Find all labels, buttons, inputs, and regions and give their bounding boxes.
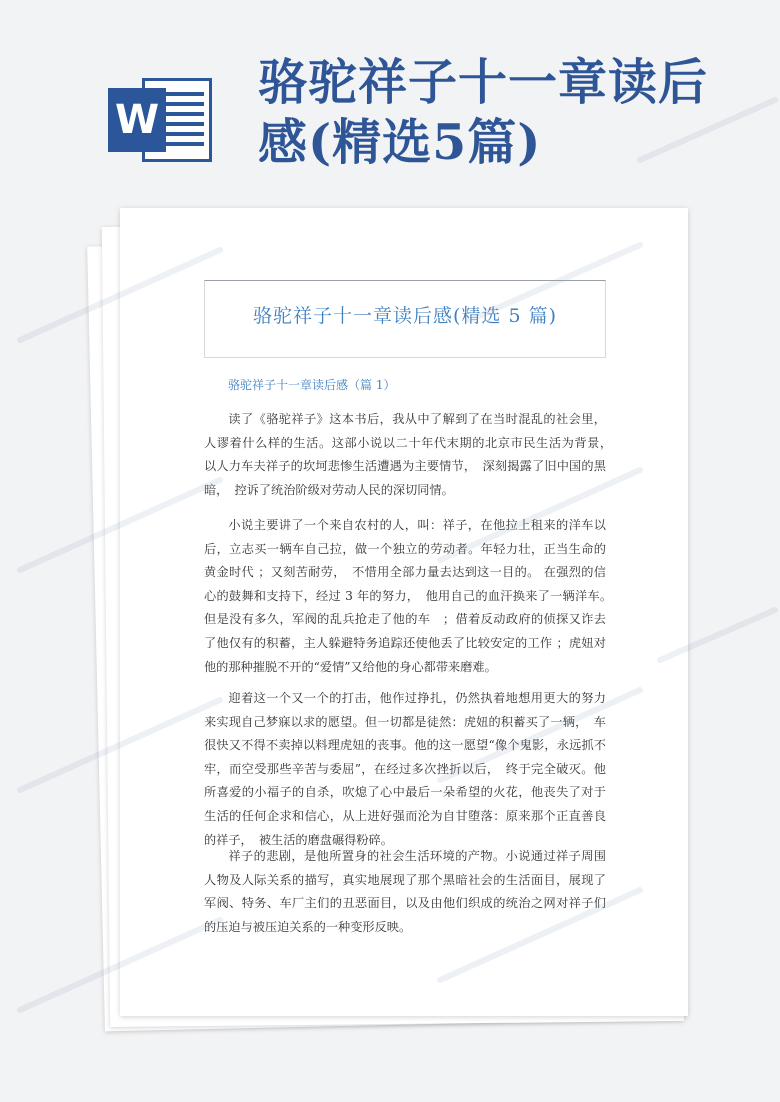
word-icon-line — [160, 92, 204, 96]
page-header — [0, 0, 780, 200]
document-title-box — [204, 280, 606, 358]
word-icon — [108, 78, 212, 162]
word-icon-line — [160, 122, 204, 126]
word-icon-line — [160, 132, 204, 136]
body-paragraph: 迎着这一个又一个的打击，他作过挣扎，仍然执着地想用更大的努力来实现自己梦寐以求的愿望。但一切都是徒然：虎妞的积蓄买了一辆， 车很快又不得不卖掉以料理虎妞的丧事。他的这一愿望“像个鬼影，永远抓不牢，而空受那些辛苦与委屈”，在经过多次挫折以后， 终于完全破灭。他所喜爱的小福子的自杀，吹熄了心中最后一朵希望的火花，他丧失了对于生活的任何企求和信心，从上进好强而沦为自甘堕落：原来那个正直善良的祥子， 被生活的磨盘碾得粉碎。 — [204, 691, 606, 847]
body-paragraph: 祥子的悲剧，是他所置身的社会生活环境的产物。小说通过祥子周围人物及人际关系的描写，真实地展现了那个黑暗社会的生活面目，展现了军阀、特务、车厂主们的丑恶面目，以及由他们织成的统治之网对祥子们的压迫与被压迫关系的一种变形反映。 — [204, 849, 606, 934]
page-title: 骆驼祥子十一章读后感(精选5篇) — [258, 53, 709, 171]
body-paragraph: 小说主要讲了一个来自农村的人，叫：祥子，在他拉上租来的洋车以后，立志买一辆车自己拉，做一个独立的劳动者。年轻力壮，正当生命的黄金时代 ；又刻苦耐劳， 不惜用全部力量去达到这一目的。 在强烈的信心的鼓舞和支持下，经过 3 年的努力， 他用自己的血汗换来了一辆洋车。 但是没有多久，军阀的乱兵抢走了他的车 ；借着反动政府的侦探又诈去了他仅有的积蓄，主人躲避特务追踪还使他丢了比较安定的工作 ；虎妞对他的那种摧脱不开的“爱情”又给他的身心都带来磨难。 — [204, 518, 619, 674]
word-icon-line — [160, 112, 204, 116]
section-heading: 骆驼祥子十一章读后感（篇 1） — [228, 378, 396, 392]
word-icon-line — [160, 142, 204, 146]
document-title: 骆驼祥子十一章读后感(精选 5 篇) — [253, 305, 557, 327]
document-page — [120, 208, 688, 1016]
word-icon-badge: W — [108, 88, 166, 152]
body-paragraph: 读了《骆驼祥子》这本书后，我从中了解到了在当时混乱的社会里，人谬着什么样的生活。这部小说以二十年代末期的北京市民生活为背景， 以人力车夫祥子的坎坷悲惨生活遭遇为主要情节， 深刻揭露了旧中国的黑暗， 控诉了统治阶级对劳动人民的深切同情。 — [204, 412, 619, 497]
word-icon-line — [160, 102, 204, 106]
